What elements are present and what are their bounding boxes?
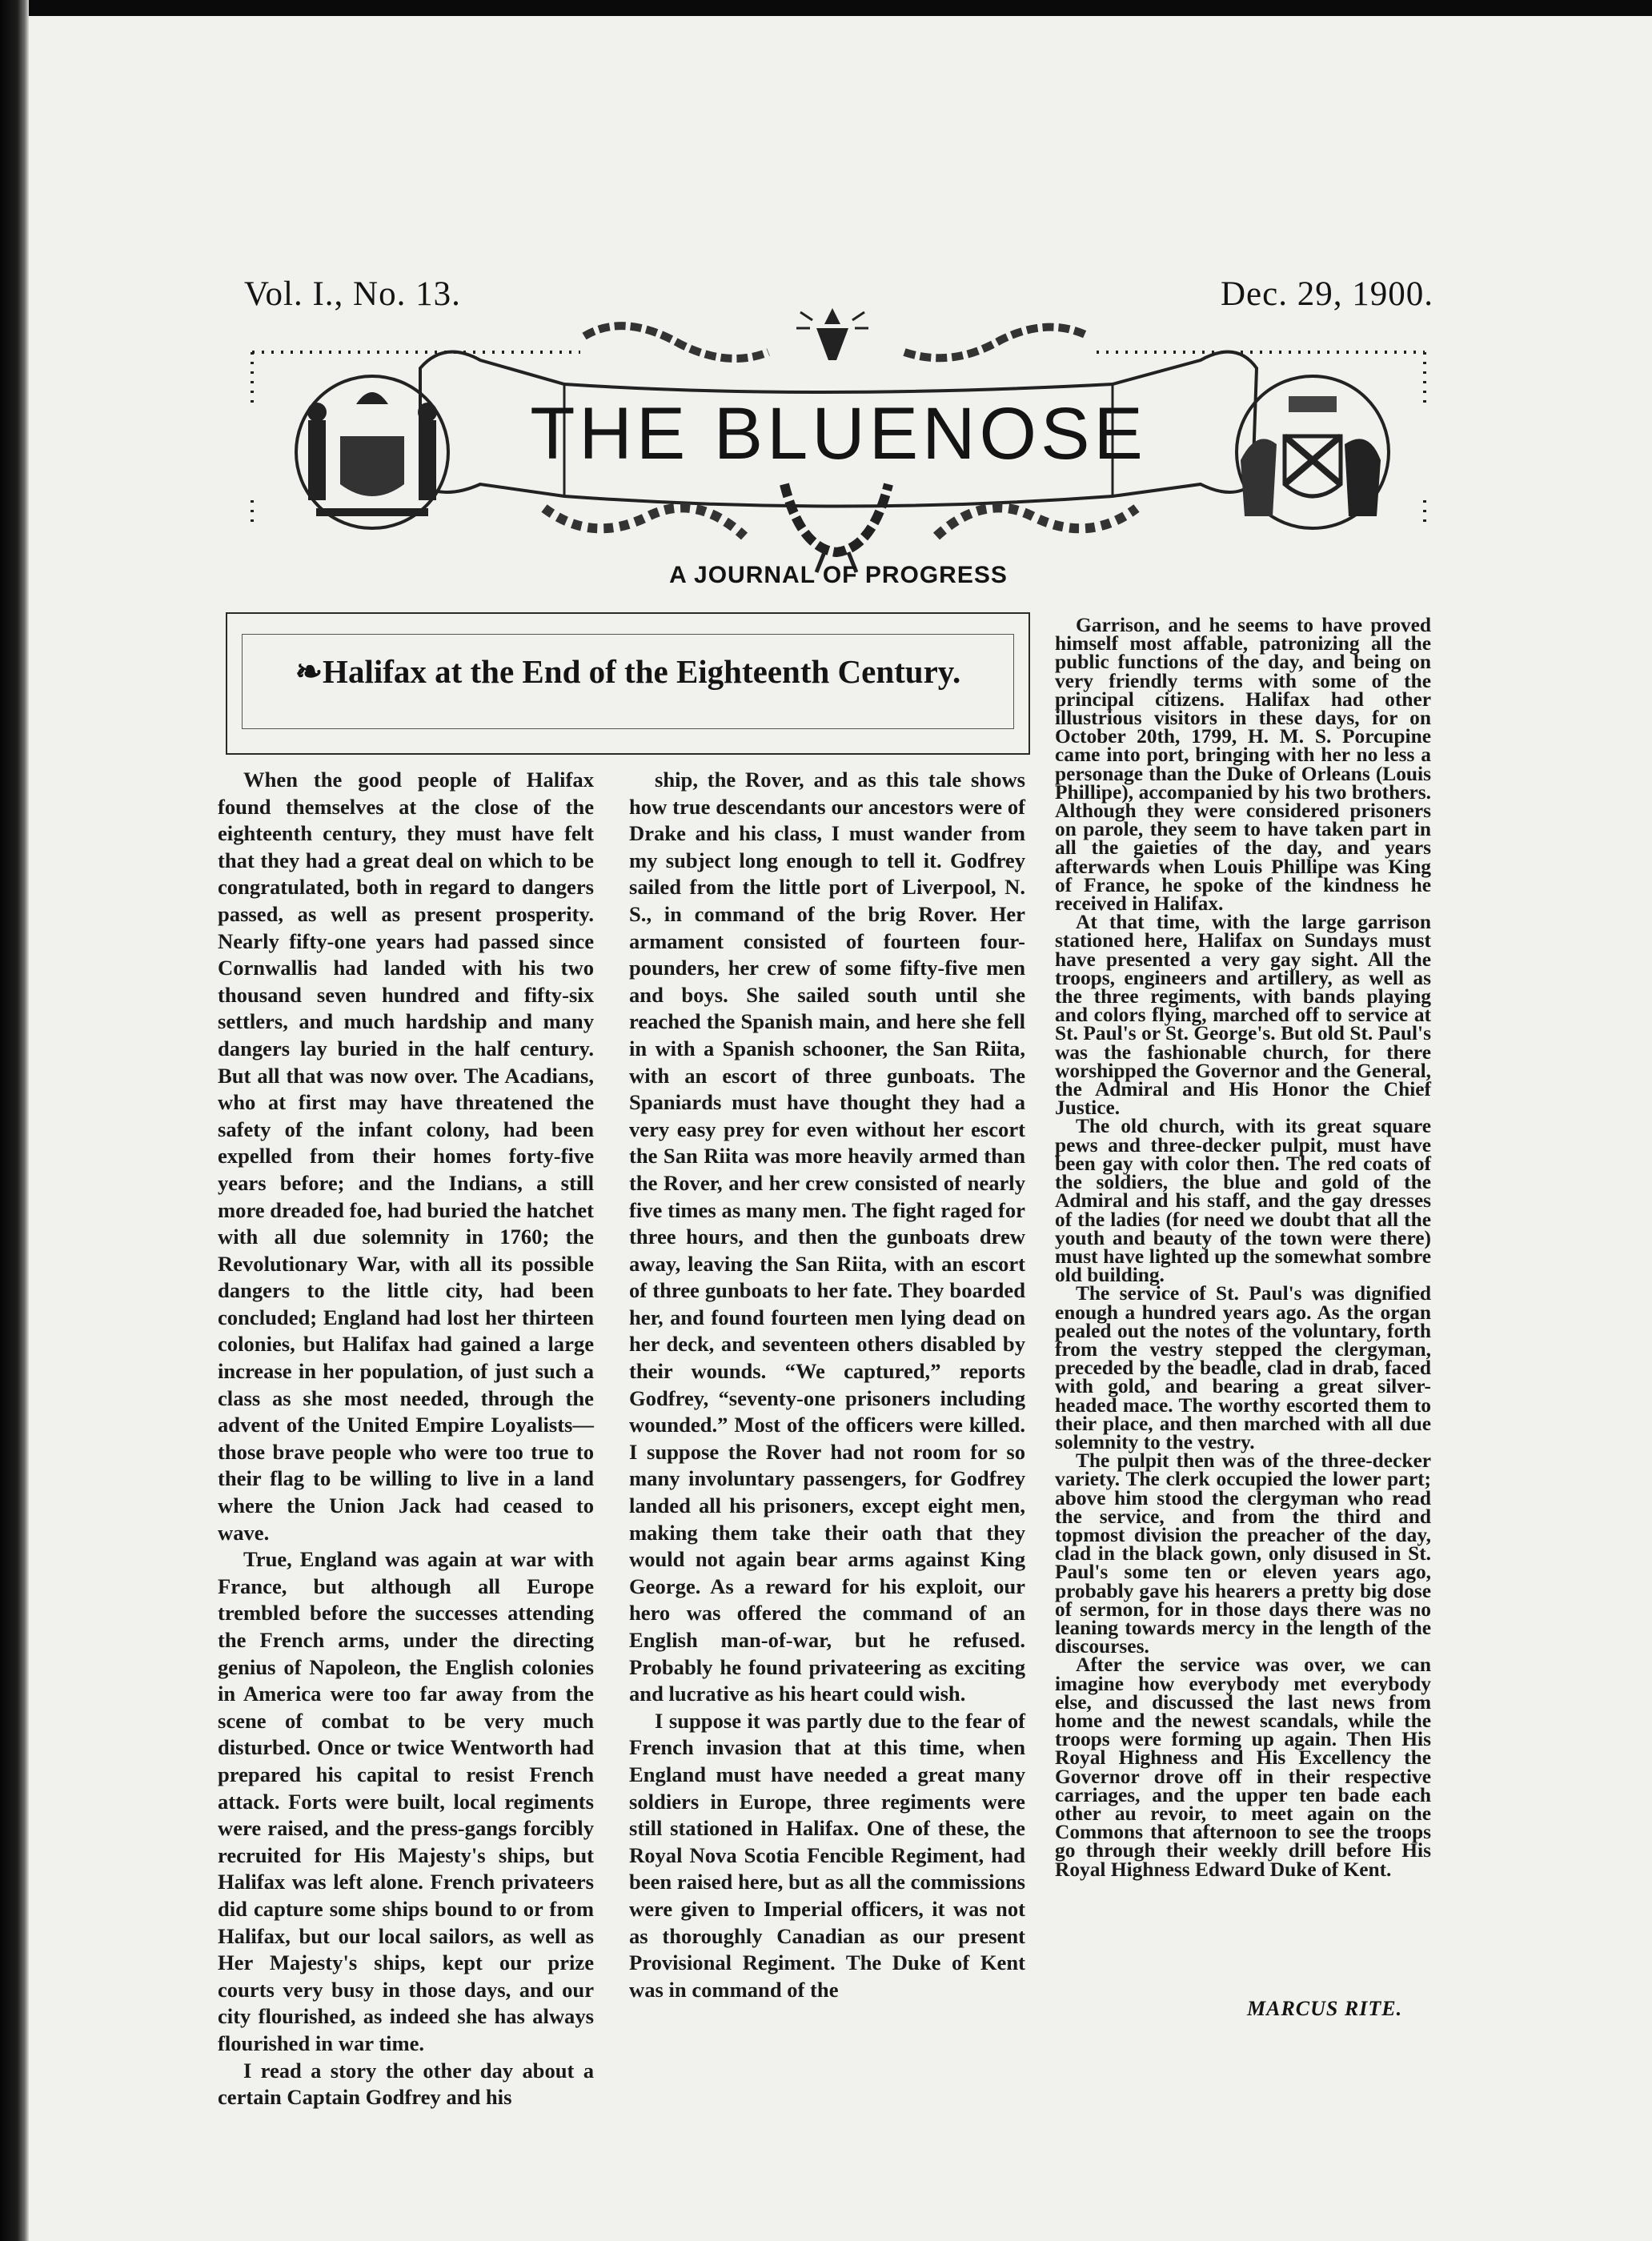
fleuron-icon: ❧ <box>295 653 323 690</box>
wreath-ornament <box>784 484 888 572</box>
paragraph: At that time, with the large garrison stationed here, Halifax on Sundays must have presented a very gay sight. All the troops, engineers and artillery, as well as the three regiments, with bands playing and colors flying, marched off to service at St. Paul's or St. George's. But old St. Paul's was the fashionable church, for there worshipped the Governor and the General, the Admiral and His Honor the Chief Justice. <box>1055 911 1431 1120</box>
newspaper-title: THE BLUENOSE <box>530 393 1147 475</box>
paragraph: Garrison, and he seems to have proved himself most affable, patronizing all the public functions of the day, and being on very friendly terms with some of the principal citizens. Halifax had other illustrious visitors in these days, for on October 20th, 1799, H. M. S. Porcupine came into port, bringing with her no less a personage than the Duke of Orleans (Louis Phillipe), accompanied by his two brothers. Although they were considered prisoners on parole, they seem to have taken part in all the gaieties of the day, and years afterwards when Louis Phillipe was King of France, he spoke of the kindness he received in Halifax. <box>1055 614 1431 916</box>
article-headline <box>227 652 1028 691</box>
article-column-2 <box>629 767 1025 2003</box>
scan-top-border <box>0 0 1652 16</box>
article-column-1 <box>218 767 594 2111</box>
torch-ornament <box>796 308 868 360</box>
paragraph: The service of St. Paul's was dignified enough a hundred years ago. As the organ pealed out the notes of the voluntary, forth from the vestry stepped the clergyman, preceded by the beadle, clad in drab, faced with gold, and bearing a great silver-headed mace. The worthy escorted them to their place, and then marched with all due solemnity to the vestry. <box>1055 1282 1431 1453</box>
paragraph: The pulpit then was of the three-decker variety. The clerk occupied the lower part; above him stood the clergyman who read the service, and from the third and topmost division the preacher of the day, clad in the black gown, only disused in St. Paul's some ten or eleven years ago, probably gave his hearers a pretty big dose of sermon, for in those days there was no leaning towards mercy in the length of the discourses. <box>1055 1449 1431 1658</box>
headline-box <box>226 612 1030 755</box>
paragraph: I suppose it was partly due to the fear of French invasion that at this time, when England must have needed a great many soldiers in Europe, three regiments were still stationed in Halifax. One of these, the Royal Nova Scotia Fencible Regiment, had been raised here, but as all the commissions were given to Imperial officers, it was not as thoroughly Canadian as our present Provisional Regiment. The Duke of Kent was in command of the <box>629 1708 1025 2002</box>
paragraph: When the good people of Halifax found themselves at the close of the eighteenth century, they must have felt that they had a great deal on which to be congratulated, both in regard to dangers passed, as well as present prosperity. Nearly fifty-one years had passed since Cornwallis had landed with his two thousand seven hundred and fifty-six settlers, and much hardship and many dangers lay buried in the half century. But all that was now over. The Acadians, who at first may have threatened the safety of the infant colony, had been expelled from their homes forty-five years before; and the Indians, a still more dreaded foe, had buried the hatchet with all due solemnity in 1760; the Revolutionary War, with all its possible dangers to the little city, had been concluded; England had lost her thirteen colonies, but Halifax had gained a large increase in her population, of just such a class as she most needed, through the advent of the United Empire Loyalists—those brave people who were too true to their flag to be willing to live in a land where the Union Jack had ceased to wave. <box>218 768 594 1545</box>
paragraph: I read a story the other day about a certain Captain Godfrey and his <box>218 2058 594 2110</box>
masthead <box>248 304 1429 592</box>
paragraph: True, England was again at war with France, but although all Europe trembled before the successes attending the French arms, under the directing genius of Napoleon, the English colonies in America were too far away from the scene of combat to be very much disturbed. Once or twice Wentworth had prepared his capital to resist French attack. Forts were built, local regiments were raised, and the press-gangs forcibly recruited for His Majesty's ships, but Halifax was left alone. French privateers did capture some ships bound to or from Halifax, but our local sailors, as well as Her Majesty's ships, kept our prize courts very busy in those days, and our city flourished, as indeed she has always flourished in war time. <box>218 1547 594 2055</box>
headline-text: Halifax at the End of the Eighteenth Century. <box>323 653 961 690</box>
paragraph: After the service was over, we can imagine how everybody met everybody else, and discussed the last news from home and the newest scandals, while the troops were forming up again. Then His Royal Highness and His Excellency the Governor drove off in their respective carriages, and the upper ten bade each other au revoir, to meet again on the Commons that afternoon to see the troops go through their weekly drill before His Royal Highness Edward Duke of Kent. <box>1055 1654 1431 1881</box>
scan-left-edge <box>0 0 29 2241</box>
author-signature: MARCUS RITE. <box>1247 1997 1403 2020</box>
newspaper-subtitle: A JOURNAL OF PROGRESS <box>669 562 1008 588</box>
paragraph: ship, the Rover, and as this tale shows how true descendants our ancestors were of Drake and his class, I must wander from my subject long enough to tell it. Godfrey sailed from the little port of Liverpool, N. S., in command of the brig Rover. Her armament consisted of fourteen four-pounders, her crew of some fifty-five men and boys. She sailed south until she reached the Spanish main, and here she fell in with a Spanish schooner, the San Riita, with an escort of three gunboats. The Spaniards must have thought they had a very easy prey for even without her escort the San Riita was more heavily armed than the Rover, and her crew consisted of nearly five times as many men. The fight raged for three hours, and then the gunboats drew away, leaving the San Riita, with an escort of three gunboats to her fate. They boarded her, and found fourteen men lying dead on her deck, and seventeen others disabled by their wounds. “We captured,” reports Godfrey, “seventy-one prisoners including wounded.” Most of the officers were killed. I suppose the Rover had not room for so many involuntary passengers, for Godfrey landed all his prisoners, except eight men, making them take their oath that they would not again bear arms against King George. As a reward for his exploit, our hero was offered the command of an English man-of-war, but he refused. Probably he found privateering as exciting and lucrative as his heart could wish. <box>629 768 1025 1706</box>
issue-date: Dec. 29, 1900. <box>1221 275 1433 313</box>
paragraph: The old church, with its great square pews and three-decker pulpit, must have been gay with color then. The red coats of the soldiers, the blue and gold of the Admiral and his staff, and the gay dresses of the ladies (for need we doubt that all the youth and beauty of the town were there) must have lighted up the somewhat sombre old building. <box>1055 1115 1431 1287</box>
volume-number: Vol. I., No. 13. <box>244 275 461 313</box>
article-column-3 <box>1055 616 1431 1879</box>
